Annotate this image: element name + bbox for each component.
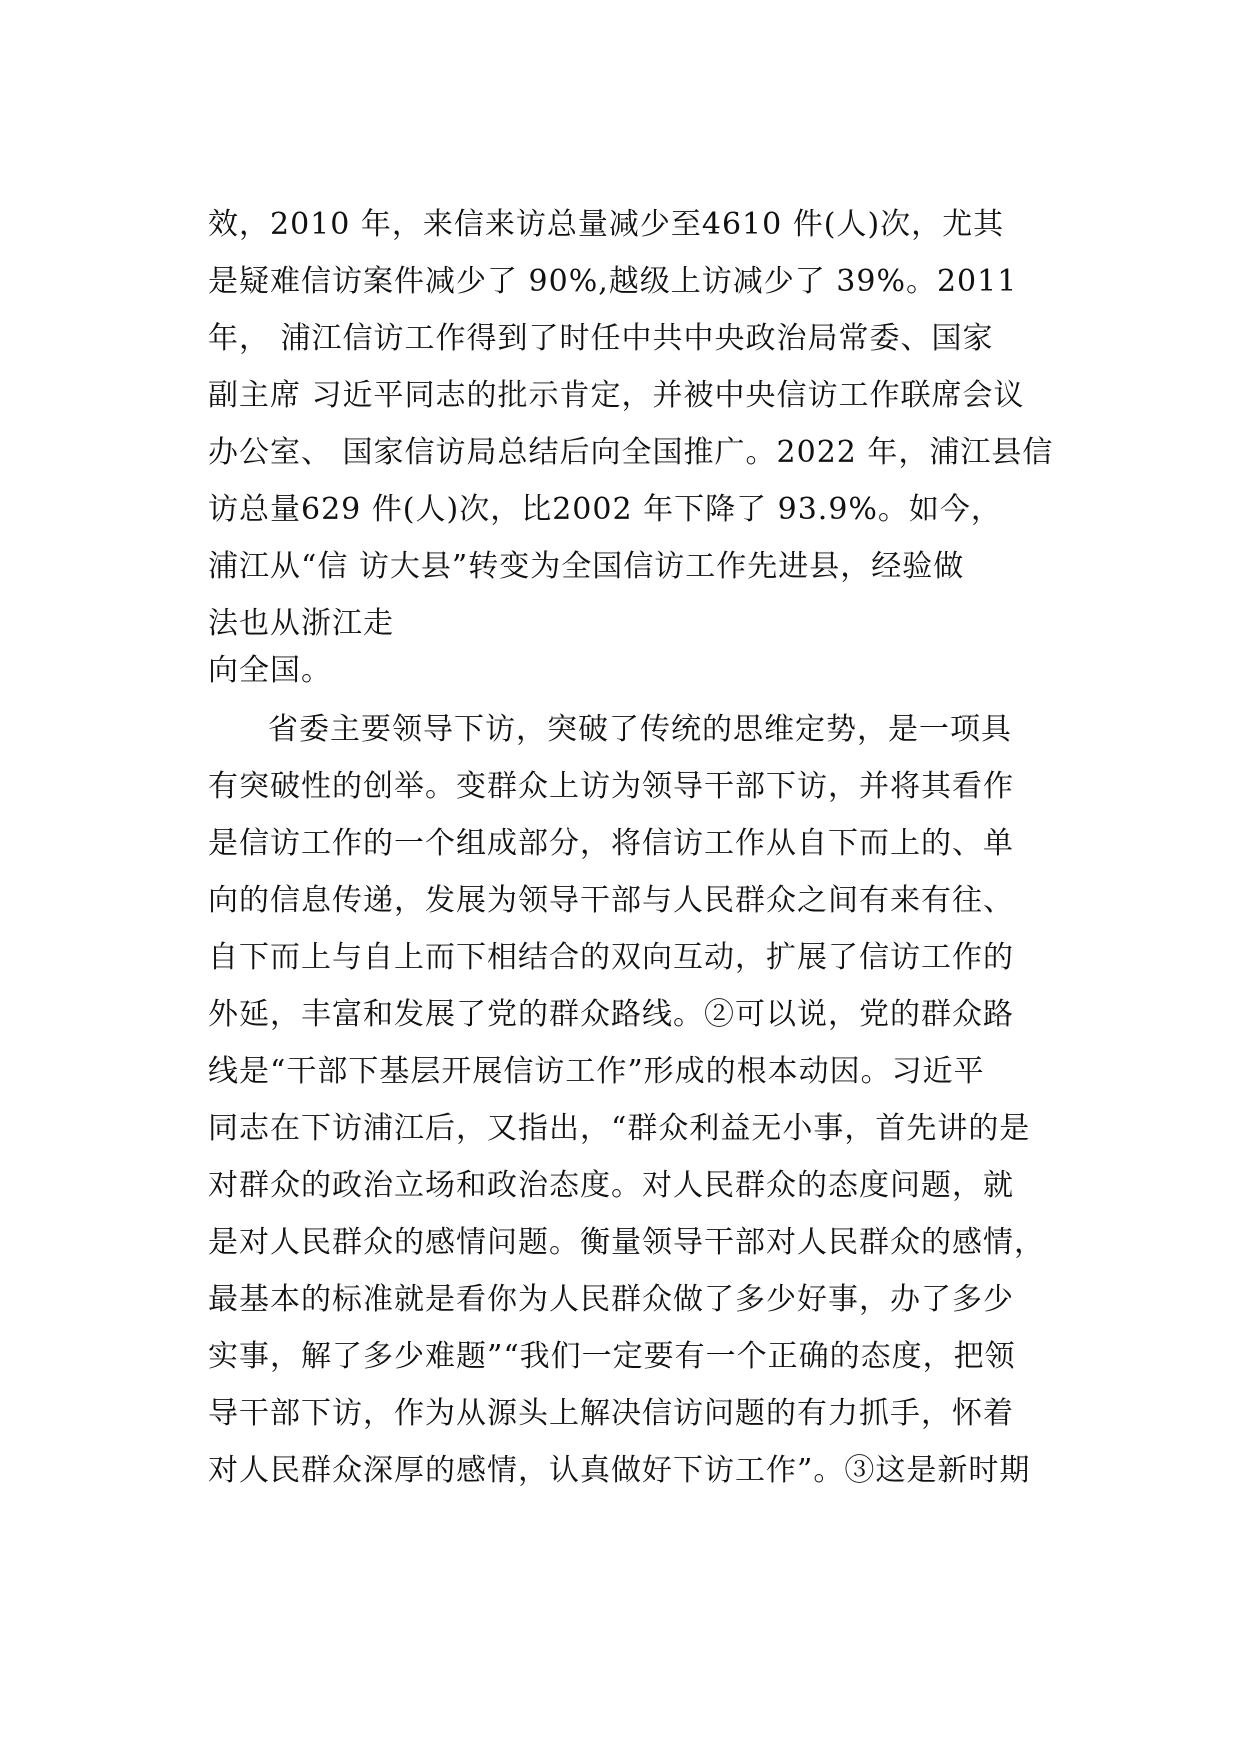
text-line: 导干部下访，作为从源头上解决信访问题的有力抓手，怀着 bbox=[208, 1396, 1014, 1431]
text-line: 外延，丰富和发展了党的群众路线。②可以说，党的群众路 bbox=[208, 997, 1014, 1032]
text-line: 浦江从“信 访大县”转变为全国信访工作先进县，经验做 bbox=[208, 549, 965, 584]
text-line: 效，2010 年，来信来访总量减少至4610 件(人)次，尤其 bbox=[208, 207, 1005, 242]
text-line: 有突破性的创举。变群众上访为领导干部下访，并将其看作 bbox=[208, 769, 1014, 804]
text-line: 是信访工作的一个组成部分，将信访工作从自下而上的、单 bbox=[208, 826, 1014, 861]
text-line: 向全国。 bbox=[208, 653, 332, 688]
text-line: 自下而上与自上而下相结合的双向互动，扩展了信访工作的 bbox=[208, 940, 1014, 975]
text-line: 访总量629 件(人)次，比2002 年下降了 93.9%。如今， bbox=[208, 492, 1002, 527]
text-line: 办公室、 国家信访局总结后向全国推广。2022 年，浦江县信 bbox=[208, 435, 1054, 470]
text-line: 线是“干部下基层开展信访工作”形成的根本动因。习近平 bbox=[208, 1054, 985, 1089]
text-line: 实事，解了多少难题”“我们一定要有一个正确的态度，把领 bbox=[208, 1339, 1016, 1374]
text-line: 年， 浦江信访工作得到了时任中共中央政治局常委、国家 bbox=[208, 321, 994, 356]
text-line: 法也从浙江走 bbox=[208, 606, 394, 641]
text-line: 是对人民群众的感情问题。衡量领导干部对人民群众的感情， bbox=[208, 1225, 1045, 1260]
text-line: 对人民群众深厚的感情，认真做好下访工作”。③这是新时期 bbox=[208, 1453, 1031, 1488]
text-line: 最基本的标准就是看你为人民群众做了多少好事，办了多少 bbox=[208, 1282, 1014, 1317]
text-line: 省委主要领导下访，突破了传统的思维定势，是一项具 bbox=[268, 712, 1012, 747]
text-line: 是疑难信访案件减少了 90%,越级上访减少了 39%。2011 bbox=[208, 264, 1018, 299]
text-line: 同志在下访浦江后，又指出，“群众利益无小事，首先讲的是 bbox=[208, 1111, 1031, 1146]
text-line: 副主席 习近平同志的批示肯定，并被中央信访工作联席会议 bbox=[208, 378, 1025, 413]
text-line: 向的信息传递，发展为领导干部与人民群众之间有来有往、 bbox=[208, 883, 1014, 918]
text-line: 对群众的政治立场和政治态度。对人民群众的态度问题，就 bbox=[208, 1168, 1014, 1203]
